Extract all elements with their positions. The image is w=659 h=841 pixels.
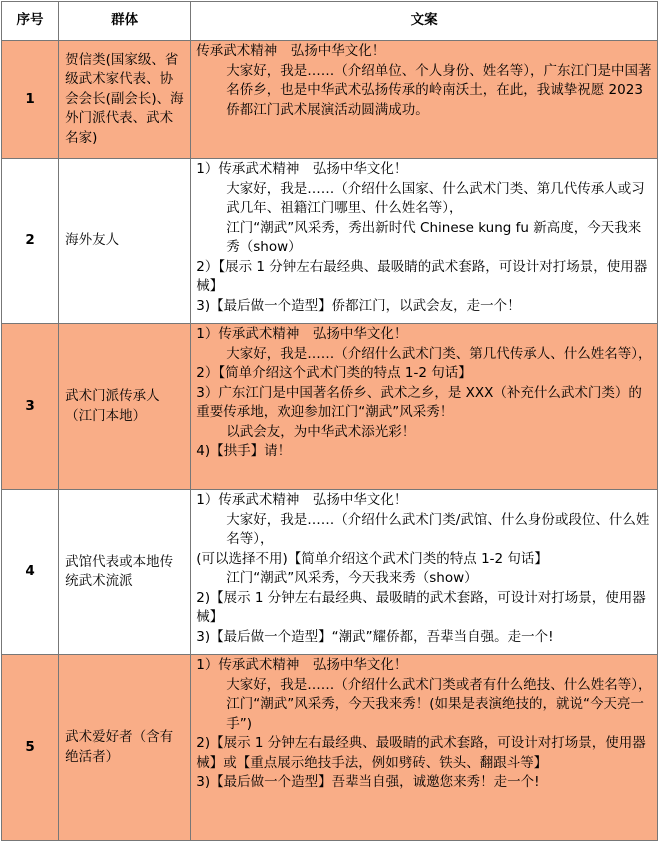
row-copy (191, 41, 658, 159)
copy-line: 2)【展示 1 分钟左右最经典、最吸睛的武术套路，可设计对打场景，使用器械】或【重点展示绝技手法，例如劈砖、铁头、翻跟斗等】 (196, 735, 646, 771)
table-row (2, 41, 658, 159)
table-row (2, 655, 658, 841)
copy-line: 大家好，我是……（介绍什么武术门类或者有什么绝技、什么姓名等）， (226, 676, 652, 693)
copy-line: 江门“潮武”风采秀，今天我来秀！(如果是表演绝技的，就说“今天亮一手”) (226, 696, 645, 732)
copy-line: 3)【最后做一个造型】侨都江门，以武会友，走一个！ (196, 297, 521, 314)
row-group: 海外友人 (59, 159, 191, 324)
row-group: 武馆代表或本地传统武术流派 (59, 490, 191, 655)
row-copy (191, 655, 658, 841)
row-group: 武术门派传承人（江门本地） (59, 324, 191, 490)
table-row (2, 324, 658, 490)
copy-line: 大家好，我是……（介绍什么武术门类/武馆、什么身份或段位、什么姓名等）， (226, 511, 650, 547)
header-copy: 文案 (191, 2, 658, 41)
copy-line: 2）【展示 1 分钟左右最经典、最吸睛的武术套路，可设计对打场景，使用器械】 (196, 258, 648, 294)
copy-line: 4)【拱手】请！ (196, 443, 292, 459)
copy-line: 1）传承武术精神 弘扬中华文化！ (196, 326, 408, 342)
copy-line: (可以选择不用)【简单介绍这个武术门类的特点 1-2 句话】 (196, 550, 548, 567)
row-number: 4 (2, 490, 59, 655)
copy-line: 传承武术精神 弘扬中华文化！ (196, 43, 386, 59)
header-number: 序号 (2, 2, 59, 41)
row-number: 1 (2, 41, 59, 159)
row-copy (191, 159, 658, 324)
copy-line: 大家好，我是……（介绍什么国家、什么武术门类、第几代传承人或习武几年、祖籍江门哪里、什么姓名等）， (226, 180, 645, 216)
table-row (2, 159, 658, 324)
copy-line: 江门“潮武”风采秀，秀出新时代 Chinese kung fu 新高度，今天我来秀（show） (226, 219, 642, 255)
copy-line: 以武会友，为中华武术添光彩！ (226, 423, 416, 440)
row-group: 贺信类(国家级、省级武术家代表、协会会长(副会长)、海外门派代表、武术名家) (59, 41, 191, 159)
copy-line: 2）【简单介绍这个武术门类的特点 1-2 句话】 (196, 365, 472, 381)
copy-line: 1）传承武术精神 弘扬中华文化！ (196, 161, 408, 177)
copy-line: 2)【展示 1 分钟左右最经典、最吸睛的武术套路，可设计对打场景，使用器械】 (196, 589, 646, 625)
copy-line: 3)【最后做一个造型】吾辈当自强，诚邀您来秀！走一个! (196, 774, 540, 790)
copy-line: 3）广东江门是中国著名侨乡、武术之乡，是 XXX（补充什么武术门类）的重要传承地，欢迎参加江门“潮武”风采秀！ (196, 384, 642, 420)
row-copy (191, 490, 658, 655)
table-row (2, 490, 658, 655)
table-header-row (2, 2, 658, 41)
header-group: 群体 (59, 2, 191, 41)
copy-line: 1）传承武术精神 弘扬中华文化！ (196, 657, 408, 673)
copy-line: 江门“潮武”风采秀，今天我来秀（show） (226, 570, 478, 586)
row-number: 2 (2, 159, 59, 324)
row-number: 3 (2, 324, 59, 490)
row-group: 武术爱好者（含有绝活者） (59, 655, 191, 841)
copy-line: 1）传承武术精神 弘扬中华文化！ (196, 492, 408, 508)
copy-table (1, 1, 658, 841)
row-copy (191, 324, 658, 490)
copy-line: 3)【最后做一个造型】“潮武”耀侨都，吾辈当自强。走一个! (196, 628, 554, 645)
copy-line: 大家好，我是……（介绍单位、个人身份、姓名等），广东江门是中国著名侨乡，也是中华武术弘扬传承的岭南沃土，在此，我诚挚祝愿 2023 侨都江门武术展演活动圆满成功。 (226, 62, 652, 118)
row-number: 5 (2, 655, 59, 841)
copy-line: 大家好，我是……（介绍什么武术门类、第几代传承人、什么姓名等）， (226, 345, 652, 362)
